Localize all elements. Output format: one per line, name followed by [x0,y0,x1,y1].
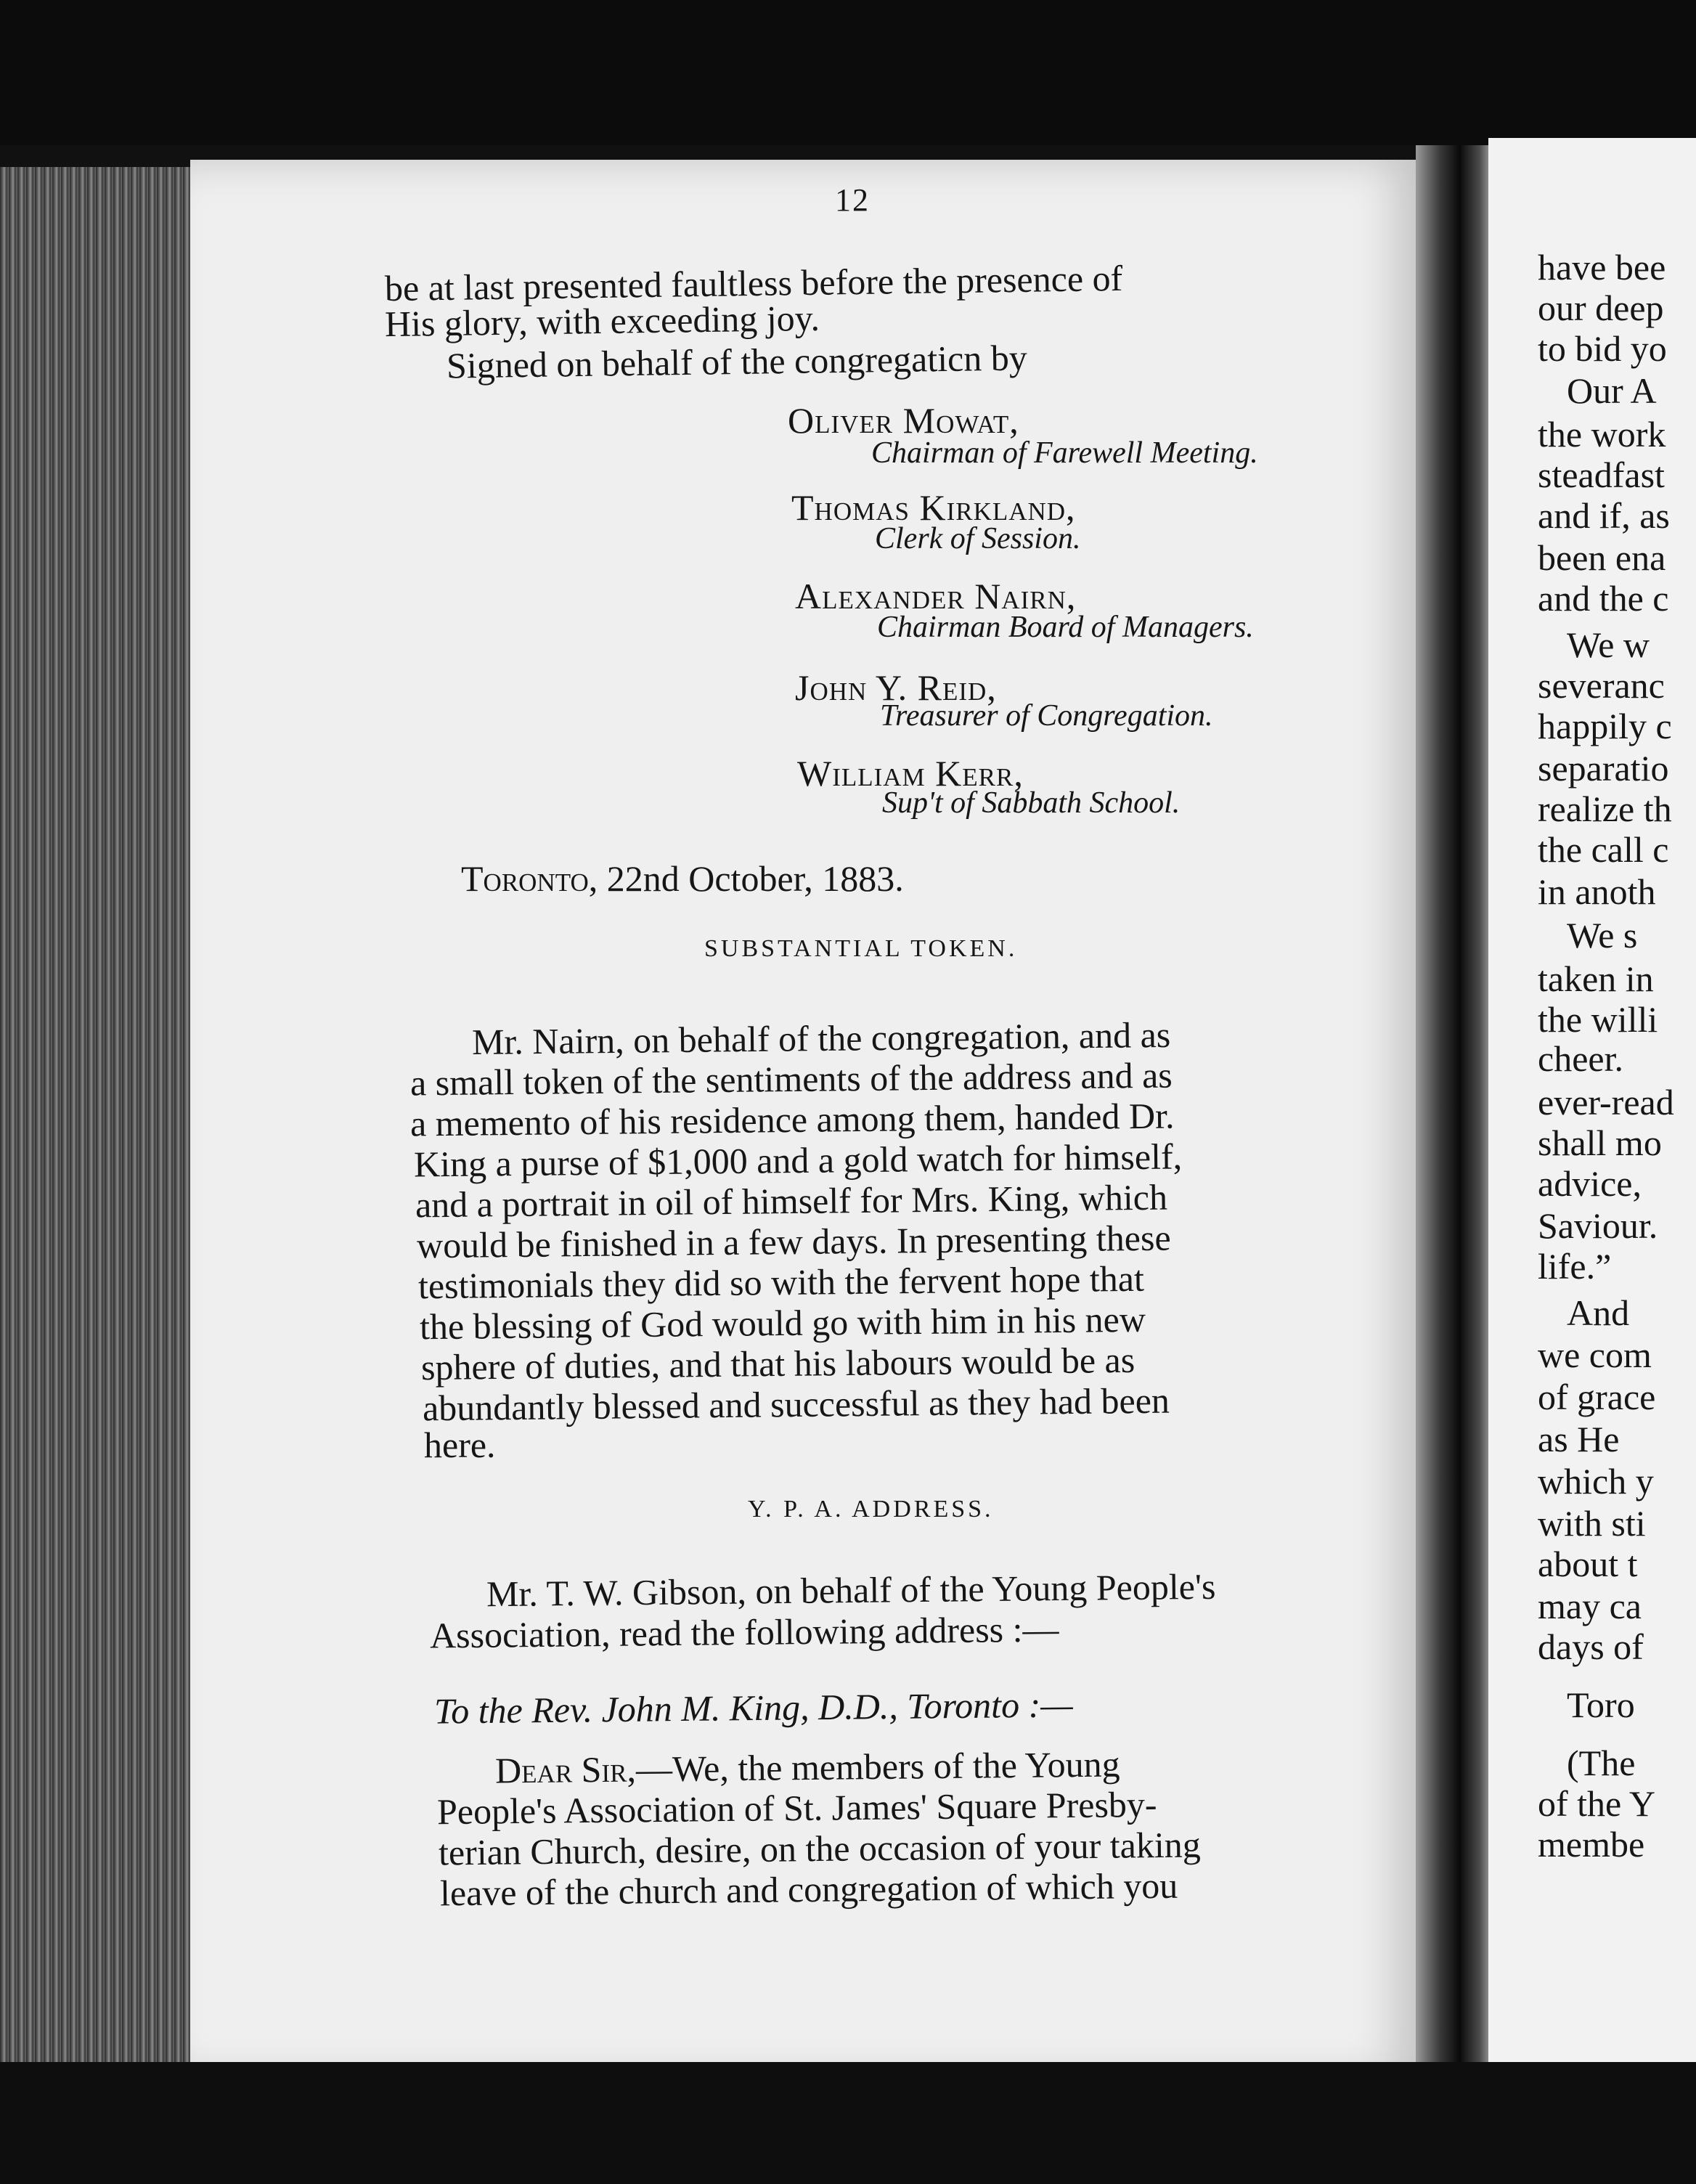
right-page-text-line: to bid yo [1538,328,1667,369]
text-line: sphere of duties, and that his labours would be as [420,1339,1136,1388]
text-line: Mr. T. W. Gibson, on behalf of the Young People's [486,1565,1216,1615]
signatory-title: Clerk of Session. [875,522,1081,555]
right-page [1488,138,1696,2077]
right-page-text-line: taken in [1538,958,1654,999]
right-page-text-line: We s [1567,915,1638,956]
dateline [461,857,904,900]
page-number: 12 [835,182,870,218]
right-page-text-line: may ca [1538,1586,1642,1626]
section-heading-token: SUBSTANTIAL TOKEN. [704,935,1018,962]
right-page-text-line: life.” [1538,1246,1612,1287]
right-page-text-line: the call c [1538,829,1669,870]
right-page-text-line: days of [1538,1626,1644,1667]
right-page-text-line: which y [1538,1461,1654,1502]
book-page-edges [0,167,196,2084]
right-page-text-line: the work [1538,414,1666,455]
right-page-text-line: steadfast [1538,455,1665,495]
text-line: Mr. Nairn, on behalf of the congregation, and as [471,1014,1171,1063]
right-page-text-line: And [1567,1292,1630,1333]
dateline-place: Toronto, [461,858,598,899]
text-line: Signed on behalf of the congregaticn by [446,337,1028,386]
right-page-text-line: Saviour. [1538,1205,1658,1246]
right-page-text-line: been ena [1538,537,1666,578]
scan-bottom-border [0,2062,1696,2184]
right-page-text-line: we com [1538,1335,1652,1375]
right-page-text-line: our deep [1538,288,1664,328]
text-line: testimonials they did so with the fervent hope that [417,1258,1145,1307]
text-line: terian Church, desire, on the occasion of your taking [438,1824,1201,1873]
signatory-title: Chairman Board of Managers. [877,611,1254,644]
right-page-text-line: as He [1538,1419,1620,1459]
signatory-title: Chairman of Farewell Meeting. [871,436,1258,470]
right-page-text-line: Our A [1567,370,1657,411]
text-line: Association, read the following address :— [429,1608,1059,1656]
right-page-text-line: advice, [1538,1163,1642,1204]
signatory-name: William Kerr, [797,753,1024,794]
text-line: People's Association of St. James' Square Presby- [436,1783,1157,1833]
text-line: and a portrait in oil of himself for Mrs. King, which [415,1176,1168,1226]
section-heading-ypa: Y. P. A. ADDRESS. [748,1496,994,1523]
right-page-text-line: and the c [1538,578,1669,619]
text-line: a small token of the sentiments of the address and as [409,1054,1173,1104]
dateline-date: 22nd October, 1883. [606,858,904,899]
signatory-name: Oliver Mowat, [788,400,1019,441]
letter-line: —We, the members of the Young [635,1743,1120,1790]
text-line: here. [424,1425,496,1465]
right-page-text-line: (The [1567,1743,1636,1783]
text-line: leave of the church and congregation of which you [439,1865,1178,1914]
text-line: His glory, with exceeding joy. [384,297,820,345]
right-page-text-line: cheer. [1538,1038,1623,1079]
right-page-text-line: of the Y [1538,1783,1655,1824]
signatory-name: John Y. Reid, [795,667,997,708]
right-page-text-line: of grace [1538,1377,1656,1417]
text-line: King a purse of $1,000 and a gold watch for himself, [413,1136,1183,1185]
right-page-text-line: ever-read [1538,1082,1674,1122]
right-page-text-line: Toro [1567,1684,1635,1725]
right-page-text-line: We w [1567,624,1650,665]
right-page-text-line: separatio [1538,748,1669,789]
right-page-text-line: severanc [1538,665,1665,706]
book-gutter [1416,145,1496,2077]
right-page-text-line: shall mo [1538,1122,1662,1163]
right-page-text-line: membe [1538,1824,1645,1865]
right-page-text-line: and if, as [1538,495,1670,536]
text-line: the blessing of God would go with him in his new [419,1298,1146,1348]
right-page-text-line: in anoth [1538,871,1656,912]
text-line: a memento of his residence among them, handed Dr. [409,1095,1175,1144]
right-page-text-line: have bee [1538,247,1666,288]
text-line: abundantly blessed and successful as they had been [422,1380,1170,1429]
right-page-text-line: with sti [1538,1503,1646,1544]
text-line: be at last presented faultless before the presence of [384,257,1123,309]
right-page-text-line: happily c [1538,706,1672,746]
salutation: To the Rev. John M. King, D.D., Toronto :— [433,1684,1073,1732]
scan-top-border [0,0,1696,145]
signatory-title: Sup't of Sabbath School. [882,786,1181,820]
right-page-text-line: realize th [1538,789,1672,829]
right-page-text-line: the willi [1538,999,1658,1040]
signatory-name: Thomas Kirkland, [791,487,1076,528]
signatory-title: Treasurer of Congregation. [880,699,1213,733]
right-page-text-line: about t [1538,1544,1638,1584]
dear-sir: Dear Sir, [494,1748,637,1791]
signatory-name: Alexander Nairn, [795,576,1077,616]
text-line: would be finished in a few days. In presenting these [416,1217,1171,1266]
